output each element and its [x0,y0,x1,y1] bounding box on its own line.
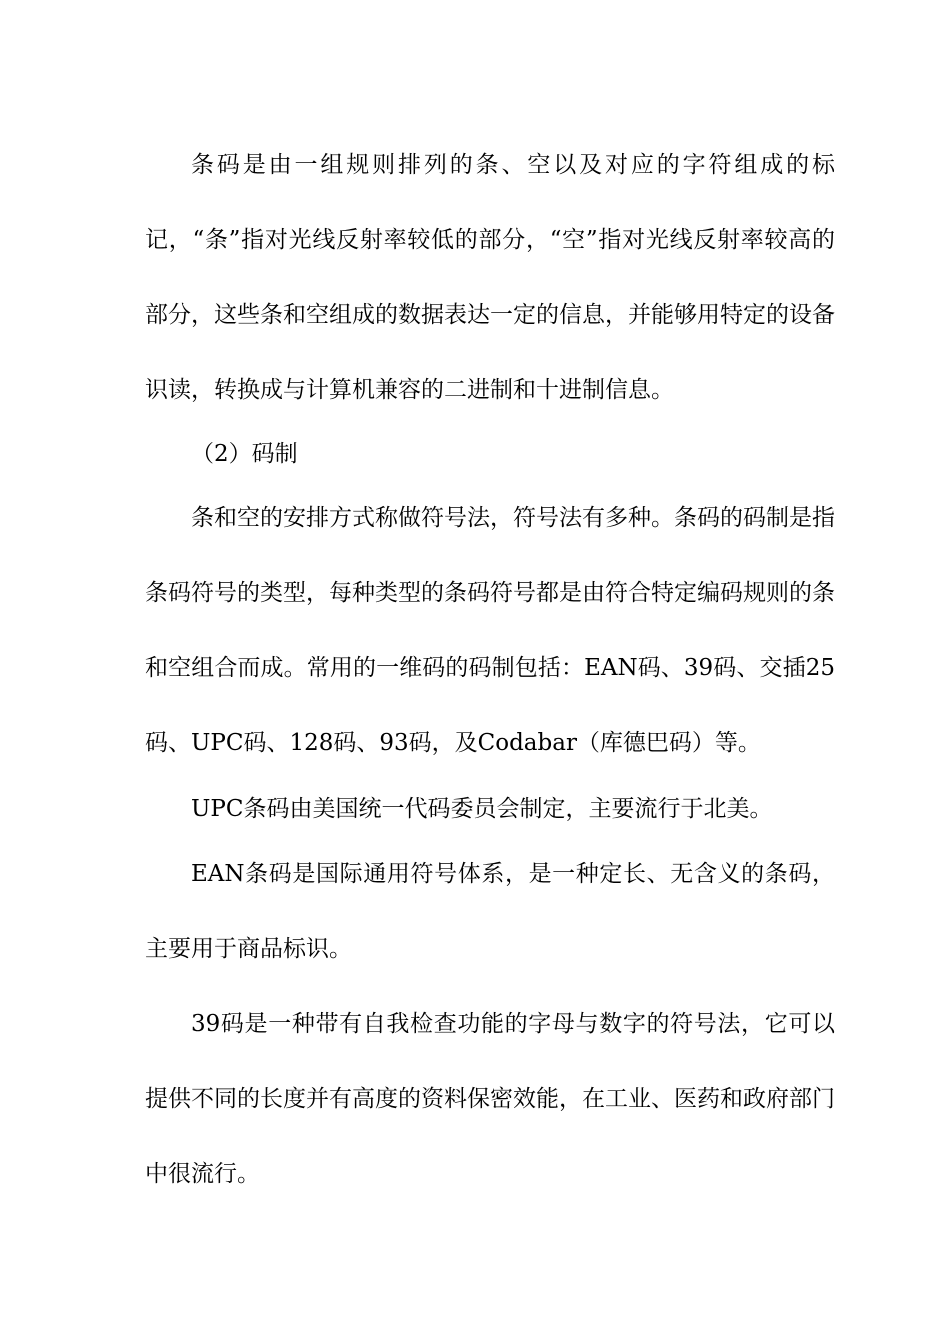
section-heading-code-system: （2）码制 [191,441,298,467]
paragraph-ean: EAN条码是国际通用符号体系，是一种定长、无含义的条码，主要用于商品标识。 [145,861,835,962]
paragraph-code39: 39码是一种带有自我检查功能的字母与数字的符号法，它可以提供不同的长度并有高度的资料保密效能，在工业、医药和政府部门中很流行。 [145,1011,835,1187]
paragraph-barcode-definition: 条码是由一组规则排列的条、空以及对应的字符组成的标记，“条”指对光线反射率较低的部分，“空”指对光线反射率较高的部分，这些条和空组成的数据表达一定的信息，并能够用特定的设备识读，转换成与计算机兼容的二进制和十进制信息。 [145,152,835,403]
paragraph-code-system: 条和空的安排方式称做符号法，符号法有多种。条码的码制是指条码符号的类型，每种类型的条码符号都是由符合特定编码规则的条和空组合而成。常用的一维码的码制包括：EAN码、39码、交插25码、UPC码、128码、93码，及Codabar（库德巴码）等。 [145,505,835,756]
document-body [145,128,835,1212]
paragraph-upc: UPC条码由美国统一代码委员会制定，主要流行于北美。 [191,796,773,822]
